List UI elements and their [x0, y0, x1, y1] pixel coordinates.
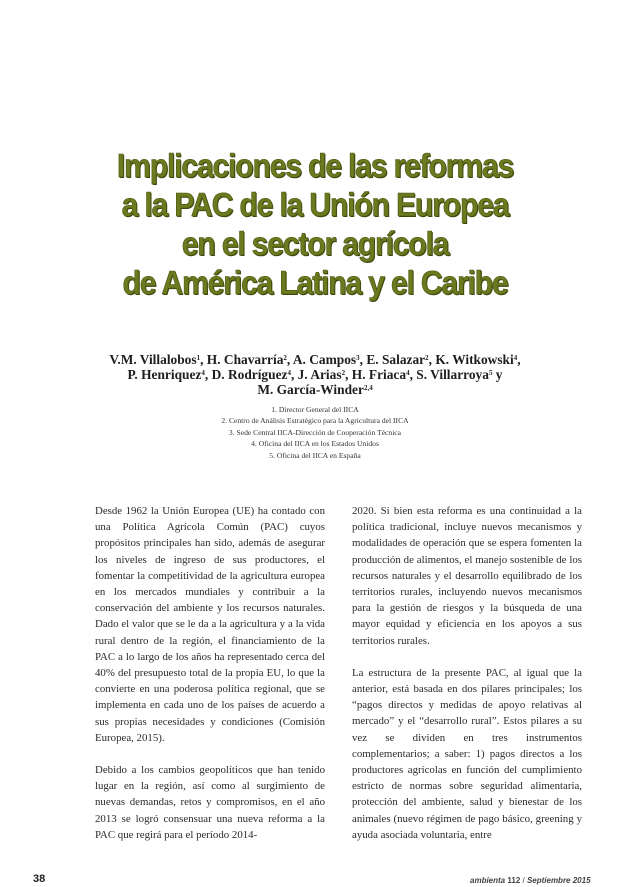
author-list [70, 352, 560, 397]
article-title [80, 146, 550, 302]
title-line-4: de América Latina y el Caribe [122, 264, 508, 301]
author-affiliation-mark: 2 [341, 369, 346, 377]
author-name: H. Friaca [351, 367, 407, 382]
affiliation-item: 5. Oficina del IICA en España [269, 450, 361, 460]
author [352, 367, 417, 382]
author-affiliation-mark: 3 [356, 354, 360, 362]
author-name: P. Henriquez [127, 367, 202, 382]
author-affiliation-mark: 5 [488, 369, 493, 377]
body-paragraph: Desde 1962 la Unión Europea (UE) ha contado con una Política Agrícola Común (PAC) cuyos propósitos principales han sido, además de asegurar los niveles de ingreso de sus productores, el fomentar la competitividad de la agricultura europea en los mercados mundiales y contribuir a la conservación del ambiente y los recursos naturales. Dado el valor que se le da a la agricultura y a la vida rural dentro de la región, el financiamiento de la PAC a lo largo de los años ha representado cerca del 40% del presupuesto total de la propia EU, lo que la convierte en una poderosa política regional, que se implementa en cada uno de los países de acuerdo a sus propias necesidades y condiciones (Comisión Europea, 2015). [95, 505, 325, 744]
affiliation-item: 2. Centro de Análisis Estratégico para la Agricultura del IICA [221, 416, 409, 426]
author-name: K. Witkowski [435, 352, 514, 367]
author-name: E. Salazar [366, 352, 426, 367]
author-separator: , [409, 367, 417, 382]
issue-date: Septiembre 2015 [526, 876, 591, 885]
author-affiliation-mark: 1 [196, 354, 201, 362]
body-paragraph: Debido a los cambios geopolíticos que han tenido lugar en la región, así como al surgimiento de nuevas demandas, retos y compromisos, en el año 2013 se logró consensuar una nueva reforma a la PAC que regirá para el período 2014- [95, 764, 325, 841]
magazine-footer [470, 876, 591, 885]
affiliation-list [150, 404, 480, 461]
author-name: D. Rodríguez [211, 367, 288, 382]
author-name: V.M. Villalobos [109, 352, 197, 367]
author-affiliation-mark: 4 [513, 354, 518, 362]
author-separator: , [428, 352, 436, 367]
author-separator: , [517, 352, 521, 367]
author-separator: , [359, 352, 367, 367]
author-affiliation-mark: 2 [283, 354, 287, 362]
affiliation-item: 4. Oficina del IICA en los Estados Unidos [251, 439, 379, 449]
author [257, 382, 372, 397]
author-name: S. Villarroya [416, 367, 489, 382]
author-affiliation-mark: 2,4 [363, 384, 373, 392]
body-column-right [352, 503, 582, 843]
author [109, 352, 206, 367]
title-line-3: en el sector agrícola [181, 225, 449, 262]
author-affiliation-mark: 4 [287, 369, 291, 377]
author-name: A. Campos [292, 352, 357, 367]
body-paragraph: 2020. Si bien esta reforma es una continuidad a la política tradicional, incluye nuevos mecanismos y modalidades de operación que se espera fomenten la producción de alimentos, el manejo sostenible de los recursos naturales y el desarrollo equilibrado de los territorios rurales, incluyendo nuevos mecanismos para la gestión de riesgos y la búsqueda de una mayor equidad y eficiencia en los apoyos a sus territorios rurales. [352, 505, 582, 647]
author-affiliation-mark: 2 [425, 354, 429, 362]
title-line-2: a la PAC de la Unión Europea [121, 186, 509, 223]
author-separator: , [345, 367, 352, 382]
issue-number: 112 [507, 876, 521, 885]
author-name: M. García-Winder [257, 382, 364, 397]
affiliation-item: 1. Director General del IICA [271, 405, 359, 414]
affiliation-item: 3. Sede Central IICA-Dirección de Cooperación Técnica [228, 427, 402, 437]
author-affiliation-mark: 4 [406, 369, 410, 377]
author-separator: , [200, 352, 207, 367]
body-column-left [95, 503, 325, 843]
author [293, 352, 366, 367]
author [435, 352, 520, 367]
author [416, 367, 502, 382]
author-name: H. Chavarría [206, 352, 284, 367]
author [366, 352, 435, 367]
author [212, 367, 298, 382]
author-separator: y [492, 367, 503, 382]
page-number: 38 [33, 873, 46, 885]
title-line-1: Implicaciones de las reformas [116, 147, 514, 184]
author [298, 367, 352, 382]
footer-separator: / [520, 876, 527, 885]
body-paragraph: La estructura de la presente PAC, al igual que la anterior, está basada en dos pilares principales; los “pagos directos y medidas de apoyo relativas al mercado” y el “desarrollo rural”. Estos pilares a su vez se dividen en tres instrumentos complementarios; a saber: 1) pagos directos a los productores agrícolas en función del cumplimiento estricto de normas sobre seguridad alimentaria, protección del ambiente, salud y bienestar de los animales (nuevo régimen de pago básico, greening y ayuda asociada voluntaria, entre [352, 666, 582, 841]
author-separator: , [290, 367, 298, 382]
author [207, 352, 293, 367]
author [127, 367, 211, 382]
author-affiliation-mark: 4 [201, 369, 205, 377]
author-separator: , [286, 352, 293, 367]
author-separator: , [204, 367, 212, 382]
author-name: J. Arias [297, 367, 342, 382]
magazine-name: ambienta [470, 876, 506, 885]
